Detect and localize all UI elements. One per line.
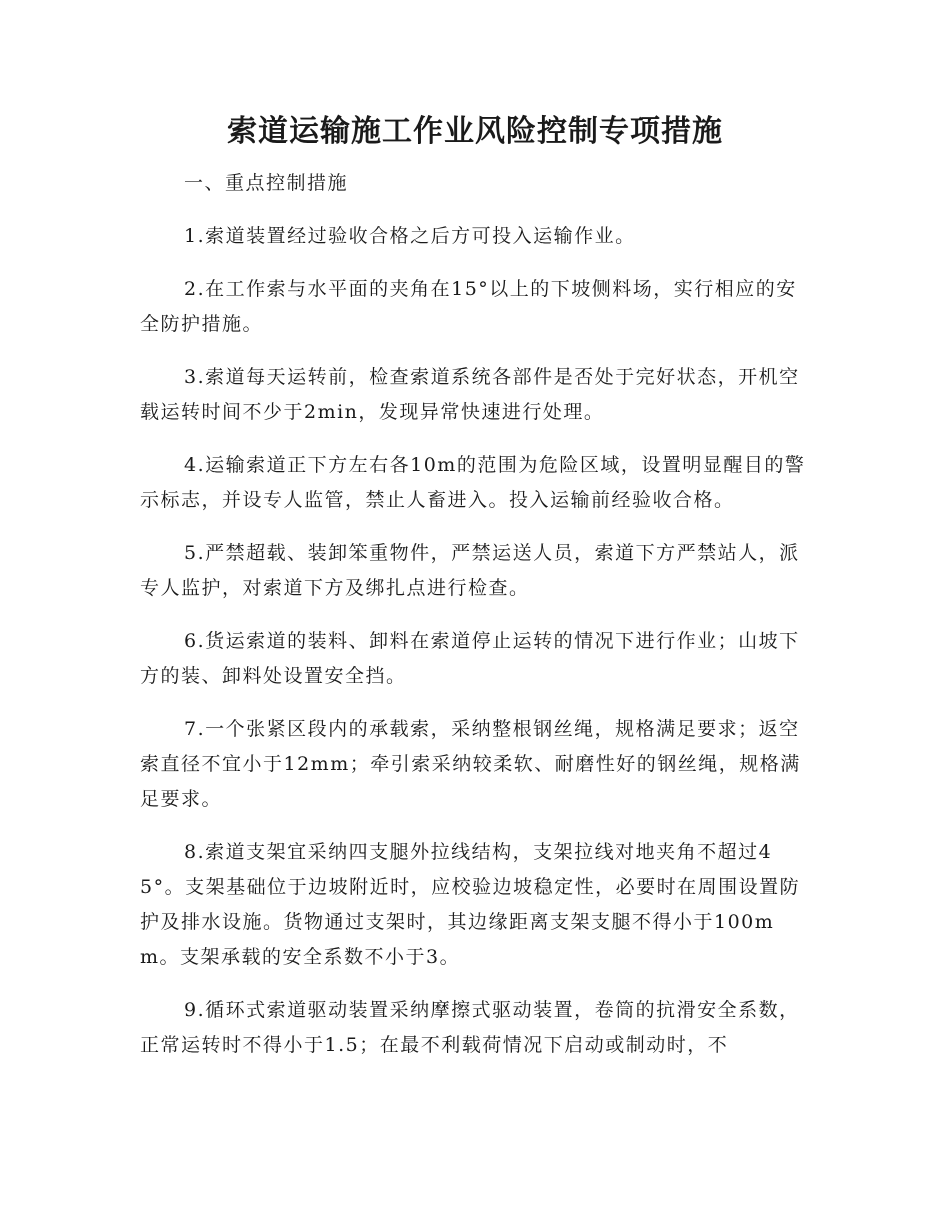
section-heading: 一、重点控制措施 — [184, 172, 349, 194]
paragraph-5: 5.严禁超载、装卸笨重物件，严禁运送人员，索道下方严禁站人，派专人监护，对索道下方及绑扎点进行检查。 — [140, 542, 800, 599]
paragraph-9: 9.循环式索道驱动装置采纳摩擦式驱动装置，卷筒的抗滑安全系数，正常运转时不得小于1.5；在最不利载荷情况下启动或制动时，不 — [140, 999, 800, 1056]
document-title: 索道运输施工作业风险控制专项措施 — [227, 114, 723, 149]
paragraph-1: 1.索道装置经过验收合格之后方可投入运输作业。 — [184, 225, 636, 247]
paragraph-4: 4.运输索道正下方左右各10m的范围为危险区域，设置明显醒目的警示标志，并设专人监管，禁止人畜进入。投入运输前经验收合格。 — [140, 454, 806, 511]
paragraph-2: 2.在工作索与水平面的夹角在15°以上的下坡侧料场，实行相应的安全防护措施。 — [140, 278, 797, 335]
paragraph-6: 6.货运索道的装料、卸料在索道停止运转的情况下进行作业；山坡下方的装、卸料处设置安全挡。 — [140, 630, 800, 687]
paragraph-7: 7.一个张紧区段内的承载索，采纳整根钢丝绳，规格满足要求；返空索直径不宜小于12mm；牵引索采纳较柔软、耐磨性好的钢丝绳，规格满足要求。 — [140, 718, 801, 810]
paragraph-8: 8.索道支架宜采纳四支腿外拉线结构，支架拉线对地夹角不超过45°。支架基础位于边坡附近时，应校验边坡稳定性，必要时在周围设置防护及排水设施。货物通过支架时，其边缘距离支架支腿不得小于100mm。支架承载的安全系数不小于3。 — [140, 841, 801, 968]
paragraph-3: 3.索道每天运转前，检查索道系统各部件是否处于完好状态，开机空载运转时间不少于2min，发现异常快速进行处理。 — [140, 366, 800, 423]
document-body — [140, 166, 812, 1081]
